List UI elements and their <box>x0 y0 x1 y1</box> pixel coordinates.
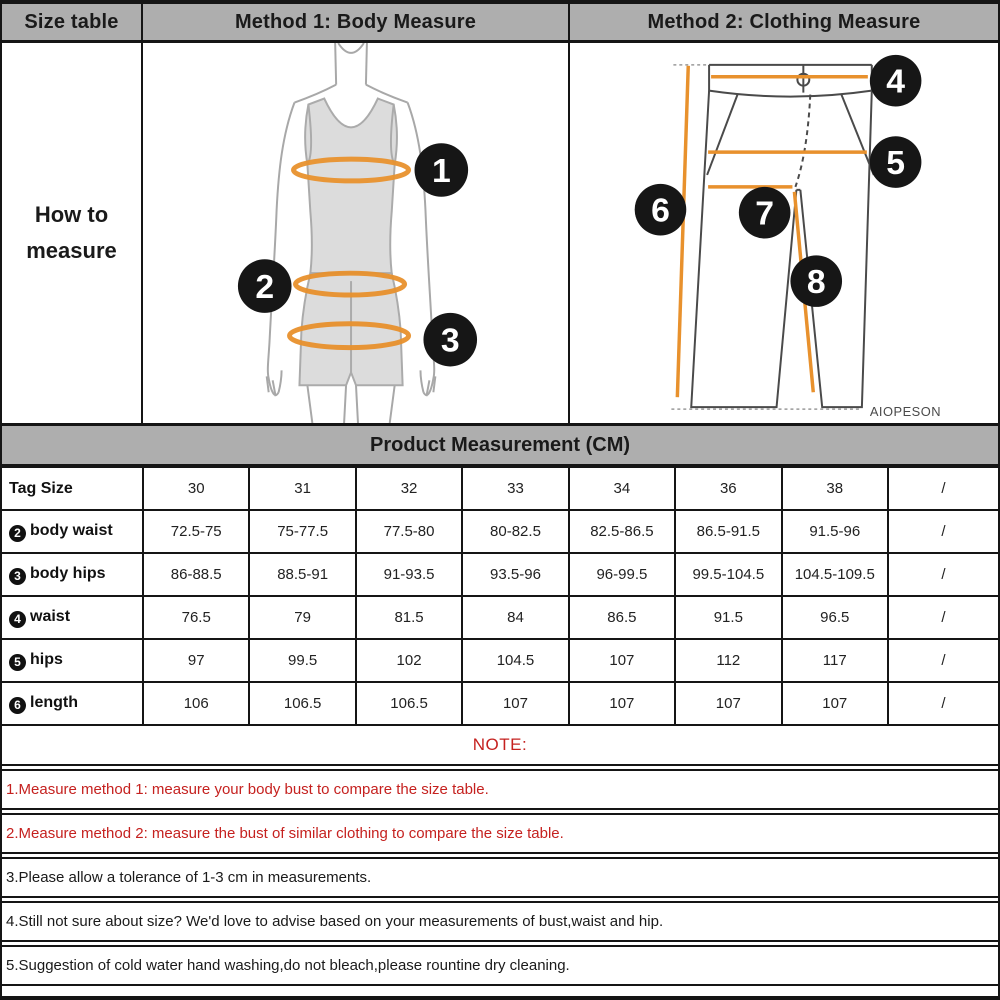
svg-text:8: 8 <box>806 263 826 302</box>
pants-marker-6 <box>635 184 687 236</box>
cell: 107 <box>675 682 781 725</box>
header-method-2: Method 2: Clothing Measure <box>570 4 998 43</box>
svg-text:7: 7 <box>755 194 775 233</box>
cell: / <box>888 553 998 596</box>
cell: 96-99.5 <box>569 553 675 596</box>
how-to-measure-line2: measure <box>26 238 117 263</box>
cell: 117 <box>782 639 888 682</box>
cell: 107 <box>782 682 888 725</box>
header-size-table: Size table <box>2 4 143 43</box>
table-row-body-hips <box>2 553 998 596</box>
body-measure-illustration <box>143 43 568 423</box>
cell: 36 <box>675 467 781 510</box>
svg-text:6: 6 <box>651 191 670 230</box>
cell: 86.5 <box>569 596 675 639</box>
cell: 99.5-104.5 <box>675 553 781 596</box>
tank-top-shape <box>305 99 397 274</box>
cell: 88.5-91 <box>249 553 355 596</box>
cell: / <box>888 639 998 682</box>
pants-marker-5 <box>870 136 922 188</box>
cell: 112 <box>675 639 781 682</box>
svg-text:3: 3 <box>440 321 460 360</box>
circled-number-icon: 4 <box>9 611 26 628</box>
pants-marker-8 <box>790 255 842 307</box>
row-label-waist: 4 waist <box>2 596 143 639</box>
pants-outline <box>691 65 874 407</box>
circled-number-icon: 5 <box>9 654 26 671</box>
cell: 72.5-75 <box>143 510 249 553</box>
pants-marker-7 <box>739 187 791 239</box>
table-row-hips <box>2 639 998 682</box>
note-item-3: 3.Please allow a tolerance of 1-3 cm in measurements. <box>2 857 998 898</box>
clothing-measure-cell <box>570 43 998 426</box>
cell: 79 <box>249 596 355 639</box>
note-item-5: 5.Suggestion of cold water hand washing,do not bleach,please rountine dry cleaning. <box>2 945 998 986</box>
product-measurement-title: Product Measurement (CM) <box>2 426 998 466</box>
svg-text:4: 4 <box>886 62 906 101</box>
top-section <box>2 4 998 426</box>
cell: 107 <box>569 639 675 682</box>
cell: / <box>888 467 998 510</box>
cell: 102 <box>356 639 462 682</box>
cell: 82.5-86.5 <box>569 510 675 553</box>
svg-text:1: 1 <box>431 151 451 190</box>
row-label-body-hips: 3 body hips <box>2 553 143 596</box>
cell: 97 <box>143 639 249 682</box>
note-title: NOTE: <box>2 726 998 766</box>
table-row-body-waist <box>2 510 998 553</box>
table-row-tag-size <box>2 467 998 510</box>
svg-text:2: 2 <box>255 267 275 306</box>
cell: 106.5 <box>356 682 462 725</box>
cell: / <box>888 682 998 725</box>
row-label-length: 6 length <box>2 682 143 725</box>
cell: 104.5 <box>462 639 568 682</box>
cell: 91-93.5 <box>356 553 462 596</box>
body-measure-cell <box>143 43 570 426</box>
cell: 77.5-80 <box>356 510 462 553</box>
table-row-waist <box>2 596 998 639</box>
cell: 93.5-96 <box>462 553 568 596</box>
brand-label: AIOPESON <box>869 404 942 420</box>
circled-number-icon: 2 <box>9 525 26 542</box>
cell: 38 <box>782 467 888 510</box>
clothing-measure-illustration <box>570 43 998 423</box>
table-row-length <box>2 682 998 725</box>
cell: 86-88.5 <box>143 553 249 596</box>
cell: 81.5 <box>356 596 462 639</box>
cell: 30 <box>143 467 249 510</box>
cell: / <box>888 510 998 553</box>
row-label-body-waist: 2 body waist <box>2 510 143 553</box>
cell: 33 <box>462 467 568 510</box>
cell: 84 <box>462 596 568 639</box>
cell: 106 <box>143 682 249 725</box>
cell: 80-82.5 <box>462 510 568 553</box>
measurement-table <box>2 466 998 726</box>
row-label-hips: 5 hips <box>2 639 143 682</box>
cell: 104.5-109.5 <box>782 553 888 596</box>
cell: 34 <box>569 467 675 510</box>
cell: / <box>888 596 998 639</box>
cell: 96.5 <box>782 596 888 639</box>
cell: 106.5 <box>249 682 355 725</box>
cell: 91.5-96 <box>782 510 888 553</box>
cell: 31 <box>249 467 355 510</box>
note-item-1: 1.Measure method 1: measure your body bust to compare the size table. <box>2 769 998 810</box>
cell: 86.5-91.5 <box>675 510 781 553</box>
how-to-measure-line1: How to <box>34 201 109 227</box>
pants-marker-4 <box>870 55 922 107</box>
circled-number-icon: 3 <box>9 568 26 585</box>
cell: 107 <box>569 682 675 725</box>
how-to-measure-cell <box>2 43 143 426</box>
note-item-2: 2.Measure method 2: measure the bust of similar clothing to compare the size table. <box>2 813 998 854</box>
circled-number-icon: 6 <box>9 697 26 714</box>
body-marker-2 <box>238 259 292 313</box>
svg-text:5: 5 <box>886 143 906 182</box>
body-marker-3 <box>423 313 477 367</box>
note-item-4: 4.Still not sure about size? We'd love to advise based on your measurements of bust,waist and hip. <box>2 901 998 942</box>
cell: 76.5 <box>143 596 249 639</box>
cell: 91.5 <box>675 596 781 639</box>
cell: 107 <box>462 682 568 725</box>
cell: 75-77.5 <box>249 510 355 553</box>
cell: 99.5 <box>249 639 355 682</box>
body-marker-1 <box>415 143 469 197</box>
row-label-tag-size: Tag Size <box>2 467 143 510</box>
cell: 32 <box>356 467 462 510</box>
header-method-1: Method 1: Body Measure <box>143 4 570 43</box>
